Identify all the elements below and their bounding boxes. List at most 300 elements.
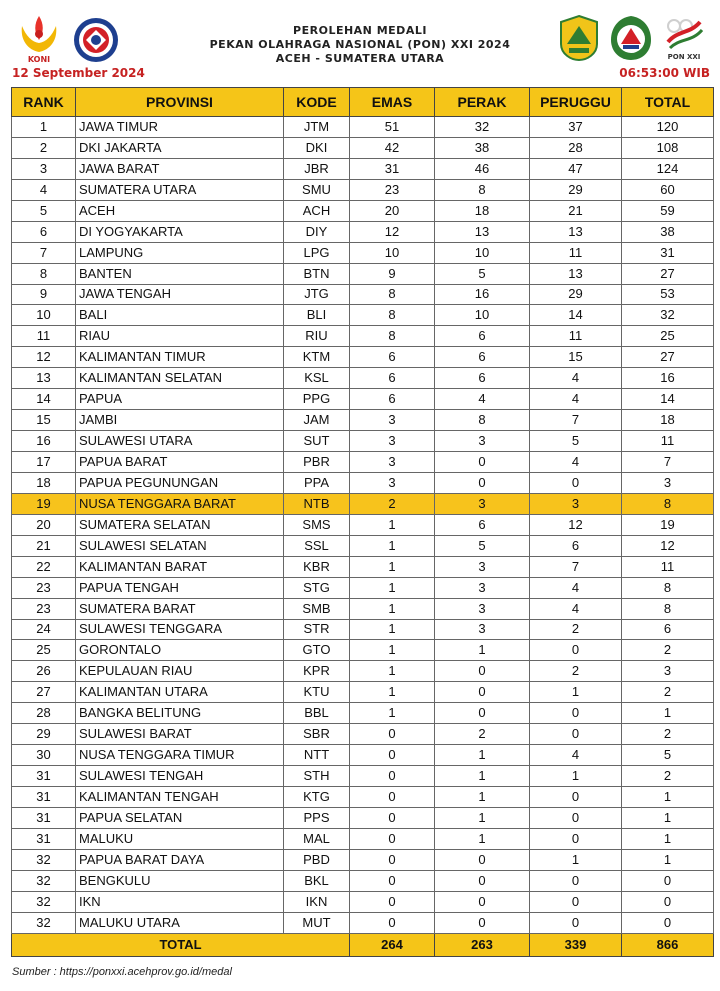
cell-perunggu: 37 (530, 117, 622, 138)
cell-rank: 25 (12, 640, 76, 661)
table-row (12, 472, 714, 493)
table-row (12, 389, 714, 410)
cell-emas: 31 (350, 158, 435, 179)
cell-kode: BLI (284, 305, 350, 326)
table-row (12, 598, 714, 619)
cell-rank: 4 (12, 179, 76, 200)
cell-provinsi: PAPUA PEGUNUNGAN (76, 472, 284, 493)
cell-perunggu: 21 (530, 200, 622, 221)
cell-perak: 3 (435, 598, 530, 619)
cell-perunggu: 0 (530, 912, 622, 933)
cell-perak: 0 (435, 682, 530, 703)
cell-rank: 22 (12, 556, 76, 577)
cell-perunggu: 29 (530, 179, 622, 200)
cell-provinsi: SULAWESI UTARA (76, 431, 284, 452)
cell-perunggu: 4 (530, 577, 622, 598)
cell-provinsi: KALIMANTAN TENGAH (76, 787, 284, 808)
cell-emas: 1 (350, 619, 435, 640)
cell-total: 1 (622, 828, 714, 849)
cell-rank: 31 (12, 828, 76, 849)
cell-perak: 0 (435, 849, 530, 870)
cell-rank: 10 (12, 305, 76, 326)
cell-total: 60 (622, 179, 714, 200)
table-row (12, 828, 714, 849)
cell-total: 14 (622, 389, 714, 410)
cell-total: 8 (622, 598, 714, 619)
cell-kode: BKL (284, 870, 350, 891)
cell-emas: 1 (350, 577, 435, 598)
table-row (12, 179, 714, 200)
cell-perak: 1 (435, 828, 530, 849)
cell-perak: 0 (435, 472, 530, 493)
cell-total: 59 (622, 200, 714, 221)
table-row (12, 640, 714, 661)
cell-provinsi: BENGKULU (76, 870, 284, 891)
cell-provinsi: BANTEN (76, 263, 284, 284)
cell-emas: 0 (350, 849, 435, 870)
cell-rank: 3 (12, 158, 76, 179)
cell-perak: 1 (435, 766, 530, 787)
cell-perunggu: 1 (530, 682, 622, 703)
cell-perunggu: 3 (530, 493, 622, 514)
cell-perak: 0 (435, 870, 530, 891)
cell-total: 12 (622, 535, 714, 556)
cell-kode: PPS (284, 807, 350, 828)
col-header-perunggu: PERUGGU (530, 88, 622, 117)
cell-total: 25 (622, 326, 714, 347)
cell-total: 19 (622, 514, 714, 535)
cell-provinsi: JAWA BARAT (76, 158, 284, 179)
cell-rank: 30 (12, 745, 76, 766)
cell-total: 31 (622, 242, 714, 263)
cell-provinsi: DKI JAKARTA (76, 137, 284, 158)
cell-provinsi: RIAU (76, 326, 284, 347)
cell-total: 1 (622, 787, 714, 808)
cell-provinsi: LAMPUNG (76, 242, 284, 263)
table-row (12, 912, 714, 933)
cell-provinsi: KEPULAUAN RIAU (76, 661, 284, 682)
table-row (12, 431, 714, 452)
cell-kode: SSL (284, 535, 350, 556)
cell-provinsi: KALIMANTAN UTARA (76, 682, 284, 703)
cell-perak: 5 (435, 263, 530, 284)
title-line-1: PEROLEHAN MEDALI (293, 24, 427, 37)
cell-rank: 26 (12, 661, 76, 682)
cell-perunggu: 0 (530, 807, 622, 828)
cell-kode: BBL (284, 703, 350, 724)
cell-perak: 10 (435, 305, 530, 326)
cell-perunggu: 0 (530, 472, 622, 493)
cell-total: 6 (622, 619, 714, 640)
col-header-kode: KODE (284, 88, 350, 117)
cell-perak: 46 (435, 158, 530, 179)
cell-rank: 31 (12, 807, 76, 828)
cell-total: 120 (622, 117, 714, 138)
cell-rank: 14 (12, 389, 76, 410)
cell-emas: 1 (350, 514, 435, 535)
cell-rank: 5 (12, 200, 76, 221)
cell-total: 124 (622, 158, 714, 179)
cell-provinsi: SULAWESI SELATAN (76, 535, 284, 556)
col-header-provinsi: PROVINSI (76, 88, 284, 117)
table-row (12, 158, 714, 179)
cell-kode: SMS (284, 514, 350, 535)
cell-rank: 12 (12, 347, 76, 368)
cell-emas: 8 (350, 284, 435, 305)
cell-emas: 0 (350, 870, 435, 891)
cell-kode: PBR (284, 452, 350, 473)
cell-rank: 8 (12, 263, 76, 284)
cell-kode: STH (284, 766, 350, 787)
cell-perunggu: 0 (530, 640, 622, 661)
cell-perak: 0 (435, 703, 530, 724)
col-header-rank: RANK (12, 88, 76, 117)
cell-perunggu: 5 (530, 431, 622, 452)
cell-perunggu: 1 (530, 766, 622, 787)
cell-perak: 8 (435, 410, 530, 431)
table-row (12, 724, 714, 745)
cell-perak: 6 (435, 347, 530, 368)
cell-emas: 0 (350, 724, 435, 745)
cell-total: 27 (622, 263, 714, 284)
cell-emas: 1 (350, 661, 435, 682)
cell-emas: 0 (350, 807, 435, 828)
cell-kode: SMU (284, 179, 350, 200)
cell-provinsi: SUMATERA SELATAN (76, 514, 284, 535)
cell-provinsi: KALIMANTAN SELATAN (76, 368, 284, 389)
cell-perunggu: 7 (530, 410, 622, 431)
cell-kode: KSL (284, 368, 350, 389)
cell-total: 0 (622, 870, 714, 891)
cell-emas: 9 (350, 263, 435, 284)
report-time: 06:53:00 WIB (619, 66, 710, 80)
total-perunggu: 339 (530, 933, 622, 956)
cell-emas: 1 (350, 703, 435, 724)
cell-provinsi: KALIMANTAN BARAT (76, 556, 284, 577)
table-row (12, 745, 714, 766)
cell-perunggu: 0 (530, 870, 622, 891)
cell-perak: 3 (435, 577, 530, 598)
cell-provinsi: SUMATERA BARAT (76, 598, 284, 619)
cell-kode: JAM (284, 410, 350, 431)
cell-perunggu: 12 (530, 514, 622, 535)
cell-perak: 6 (435, 514, 530, 535)
cell-rank: 23 (12, 598, 76, 619)
title-line-2: PEKAN OLAHRAGA NASIONAL (PON) XXI 2024 (209, 38, 511, 51)
cell-emas: 42 (350, 137, 435, 158)
cell-perak: 3 (435, 431, 530, 452)
table-row (12, 514, 714, 535)
cell-total: 2 (622, 682, 714, 703)
cell-provinsi: PAPUA SELATAN (76, 807, 284, 828)
cell-perunggu: 0 (530, 703, 622, 724)
cell-kode: DIY (284, 221, 350, 242)
cell-perunggu: 13 (530, 263, 622, 284)
cell-kode: STG (284, 577, 350, 598)
table-row (12, 766, 714, 787)
cell-total: 27 (622, 347, 714, 368)
cell-provinsi: IKN (76, 891, 284, 912)
cell-perunggu: 0 (530, 724, 622, 745)
cell-perunggu: 28 (530, 137, 622, 158)
cell-perunggu: 4 (530, 452, 622, 473)
cell-total: 1 (622, 703, 714, 724)
cell-perak: 1 (435, 745, 530, 766)
cell-provinsi: GORONTALO (76, 640, 284, 661)
cell-emas: 0 (350, 745, 435, 766)
cell-rank: 23 (12, 577, 76, 598)
cell-total: 108 (622, 137, 714, 158)
table-row (12, 242, 714, 263)
cell-emas: 0 (350, 912, 435, 933)
cell-provinsi: DI YOGYAKARTA (76, 221, 284, 242)
table-row (12, 137, 714, 158)
cell-provinsi: JAMBI (76, 410, 284, 431)
cell-emas: 1 (350, 598, 435, 619)
cell-kode: SMB (284, 598, 350, 619)
cell-perunggu: 4 (530, 368, 622, 389)
cell-rank: 32 (12, 912, 76, 933)
cell-provinsi: SULAWESI TENGAH (76, 766, 284, 787)
cell-rank: 29 (12, 724, 76, 745)
cell-perunggu: 0 (530, 787, 622, 808)
cell-total: 18 (622, 410, 714, 431)
table-row (12, 807, 714, 828)
cell-kode: MUT (284, 912, 350, 933)
cell-perunggu: 0 (530, 828, 622, 849)
svg-text:KONI: KONI (27, 55, 51, 64)
cell-perak: 3 (435, 493, 530, 514)
cell-rank: 2 (12, 137, 76, 158)
table-row (12, 347, 714, 368)
col-header-perak: PERAK (435, 88, 530, 117)
cell-perunggu: 7 (530, 556, 622, 577)
cell-emas: 0 (350, 787, 435, 808)
cell-perak: 0 (435, 912, 530, 933)
cell-emas: 12 (350, 221, 435, 242)
cell-provinsi: PAPUA (76, 389, 284, 410)
table-row (12, 849, 714, 870)
cell-rank: 15 (12, 410, 76, 431)
cell-emas: 10 (350, 242, 435, 263)
cell-kode: PBD (284, 849, 350, 870)
cell-kode: PPA (284, 472, 350, 493)
cell-rank: 16 (12, 431, 76, 452)
cell-emas: 2 (350, 493, 435, 514)
cell-provinsi: MALUKU (76, 828, 284, 849)
cell-perak: 3 (435, 556, 530, 577)
cell-perak: 0 (435, 891, 530, 912)
table-row (12, 326, 714, 347)
cell-rank: 6 (12, 221, 76, 242)
col-header-emas: EMAS (350, 88, 435, 117)
cell-kode: SUT (284, 431, 350, 452)
table-row (12, 661, 714, 682)
total-perak: 263 (435, 933, 530, 956)
table-row (12, 117, 714, 138)
cell-total: 1 (622, 849, 714, 870)
cell-perak: 1 (435, 640, 530, 661)
cell-rank: 18 (12, 472, 76, 493)
cell-provinsi: SULAWESI BARAT (76, 724, 284, 745)
table-row (12, 787, 714, 808)
cell-perunggu: 47 (530, 158, 622, 179)
cell-perak: 13 (435, 221, 530, 242)
cell-perak: 0 (435, 452, 530, 473)
cell-perak: 2 (435, 724, 530, 745)
cell-kode: MAL (284, 828, 350, 849)
cell-provinsi: NUSA TENGGARA BARAT (76, 493, 284, 514)
cell-rank: 28 (12, 703, 76, 724)
cell-provinsi: BALI (76, 305, 284, 326)
cell-emas: 1 (350, 682, 435, 703)
cell-perak: 6 (435, 368, 530, 389)
cell-emas: 3 (350, 410, 435, 431)
cell-rank: 1 (12, 117, 76, 138)
total-label: TOTAL (12, 933, 350, 956)
cell-perunggu: 4 (530, 745, 622, 766)
cell-emas: 8 (350, 326, 435, 347)
cell-provinsi: ACEH (76, 200, 284, 221)
cell-rank: 32 (12, 870, 76, 891)
cell-total: 2 (622, 724, 714, 745)
cell-kode: STR (284, 619, 350, 640)
cell-total: 38 (622, 221, 714, 242)
cell-total: 0 (622, 912, 714, 933)
sumut-logo-icon (608, 14, 654, 62)
cell-perunggu: 6 (530, 535, 622, 556)
cell-emas: 20 (350, 200, 435, 221)
page-title (180, 24, 540, 66)
cell-perunggu: 29 (530, 284, 622, 305)
cell-kode: KTM (284, 347, 350, 368)
cell-kode: JBR (284, 158, 350, 179)
cell-rank: 21 (12, 535, 76, 556)
table-row (12, 577, 714, 598)
cell-perunggu: 4 (530, 389, 622, 410)
table-row (12, 368, 714, 389)
table-row (12, 221, 714, 242)
cell-emas: 0 (350, 891, 435, 912)
cell-total: 32 (622, 305, 714, 326)
cell-provinsi: SULAWESI TENGGARA (76, 619, 284, 640)
cell-rank: 13 (12, 368, 76, 389)
table-row (12, 452, 714, 473)
cell-kode: KPR (284, 661, 350, 682)
pon-xxi-logo-icon (660, 12, 708, 64)
aceh-logo-icon (557, 14, 601, 62)
cell-total: 3 (622, 661, 714, 682)
cell-provinsi: JAWA TIMUR (76, 117, 284, 138)
cell-total: 11 (622, 556, 714, 577)
table-row (12, 703, 714, 724)
cell-emas: 0 (350, 828, 435, 849)
cell-kode: JTM (284, 117, 350, 138)
cell-emas: 6 (350, 368, 435, 389)
cell-rank: 9 (12, 284, 76, 305)
cell-kode: ACH (284, 200, 350, 221)
cell-kode: JTG (284, 284, 350, 305)
source-note: Sumber : https://ponxxi.acehprov.go.id/medal (12, 966, 232, 978)
table-row (12, 493, 714, 514)
cell-rank: 31 (12, 766, 76, 787)
report-date: 12 September 2024 (12, 66, 145, 80)
title-line-3: ACEH - SUMATERA UTARA (275, 52, 445, 65)
cell-rank: 32 (12, 849, 76, 870)
table-row (12, 535, 714, 556)
cell-provinsi: SUMATERA UTARA (76, 179, 284, 200)
cell-perunggu: 11 (530, 242, 622, 263)
cell-provinsi: KALIMANTAN TIMUR (76, 347, 284, 368)
table-row (12, 410, 714, 431)
cell-rank: 19 (12, 493, 76, 514)
cell-total: 2 (622, 766, 714, 787)
cell-perak: 32 (435, 117, 530, 138)
cell-rank: 31 (12, 787, 76, 808)
cell-total: 2 (622, 640, 714, 661)
cell-emas: 8 (350, 305, 435, 326)
cell-emas: 3 (350, 431, 435, 452)
cell-provinsi: NUSA TENGGARA TIMUR (76, 745, 284, 766)
cell-perak: 5 (435, 535, 530, 556)
cell-perak: 1 (435, 807, 530, 828)
svg-text:PON XXI: PON XXI (667, 53, 701, 61)
cell-provinsi: JAWA TENGAH (76, 284, 284, 305)
cell-emas: 1 (350, 640, 435, 661)
cell-emas: 51 (350, 117, 435, 138)
cell-kode: NTT (284, 745, 350, 766)
cell-emas: 1 (350, 535, 435, 556)
cell-perunggu: 11 (530, 326, 622, 347)
cell-perak: 10 (435, 242, 530, 263)
cell-perunggu: 2 (530, 661, 622, 682)
cell-total: 16 (622, 368, 714, 389)
cell-provinsi: PAPUA BARAT (76, 452, 284, 473)
cell-total: 0 (622, 891, 714, 912)
cell-kode: DKI (284, 137, 350, 158)
cell-perunggu: 1 (530, 849, 622, 870)
cell-perunggu: 2 (530, 619, 622, 640)
cell-perak: 16 (435, 284, 530, 305)
cell-rank: 32 (12, 891, 76, 912)
cell-rank: 27 (12, 682, 76, 703)
cell-provinsi: PAPUA BARAT DAYA (76, 849, 284, 870)
cell-kode: RIU (284, 326, 350, 347)
cell-emas: 6 (350, 389, 435, 410)
col-header-total: TOTAL (622, 88, 714, 117)
cell-emas: 3 (350, 472, 435, 493)
table-row (12, 305, 714, 326)
table-row (12, 556, 714, 577)
cell-rank: 11 (12, 326, 76, 347)
table-row (12, 284, 714, 305)
table-row (12, 619, 714, 640)
cell-perunggu: 0 (530, 891, 622, 912)
cell-kode: SBR (284, 724, 350, 745)
cell-rank: 7 (12, 242, 76, 263)
cell-perak: 38 (435, 137, 530, 158)
cell-kode: BTN (284, 263, 350, 284)
cell-perunggu: 13 (530, 221, 622, 242)
cell-kode: KBR (284, 556, 350, 577)
cell-total: 5 (622, 745, 714, 766)
cell-perak: 6 (435, 326, 530, 347)
cell-emas: 6 (350, 347, 435, 368)
cell-emas: 0 (350, 766, 435, 787)
table-header-row (12, 88, 714, 117)
cell-rank: 24 (12, 619, 76, 640)
cell-perunggu: 15 (530, 347, 622, 368)
